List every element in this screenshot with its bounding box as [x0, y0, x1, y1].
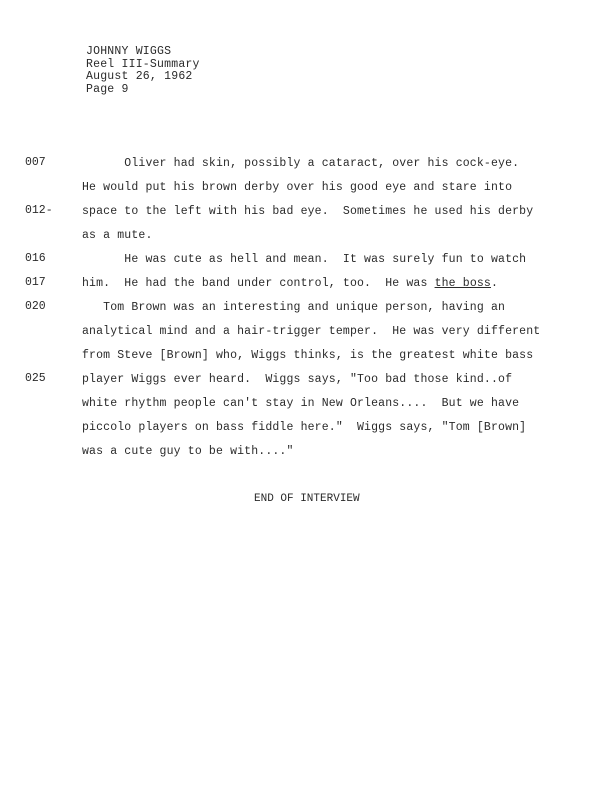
- header-name: JOHNNY WIGGS: [86, 45, 172, 58]
- text-line: as a mute.: [82, 229, 153, 242]
- text-line: piccolo players on bass fiddle here." Wiggs says, "Tom [Brown]: [82, 421, 527, 434]
- header-date: August 26, 1962: [86, 70, 193, 83]
- margin-number: 007: [25, 156, 46, 169]
- margin-number: 012-: [25, 204, 53, 217]
- text-segment: .: [490, 277, 499, 290]
- text-line: white rhythm people can't stay in New Orleans.... But we have: [82, 397, 520, 410]
- text-line: He would put his brown derby over his good eye and stare into: [82, 181, 513, 194]
- margin-number: 017: [25, 276, 46, 289]
- header-reel: Reel III-Summary: [86, 57, 200, 71]
- text-line: Tom Brown was an interesting and unique person, having an: [82, 301, 506, 314]
- margin-number: 025: [25, 372, 46, 385]
- text-segment: him. He had the band under control, too. He was: [82, 277, 435, 290]
- margin-number: 016: [25, 252, 46, 265]
- text-line: analytical mind and a hair-trigger temper. He was very different: [82, 325, 541, 338]
- text-line: Oliver had skin, possibly a cataract, over his cock-eye.: [82, 157, 520, 170]
- text-line: player Wiggs ever heard. Wiggs says, "Too bad those kind..of: [82, 373, 513, 386]
- margin-number: 020: [25, 300, 46, 313]
- header-page: Page 9: [86, 82, 129, 96]
- text-line: space to the left with his bad eye. Sometimes he used his derby: [82, 205, 534, 218]
- text-line: from Steve [Brown] who, Wiggs thinks, is the greatest white bass: [82, 349, 534, 362]
- text-line: [82, 277, 498, 291]
- underlined-phrase: the boss: [434, 277, 491, 290]
- end-of-interview: END OF INTERVIEW: [254, 493, 360, 505]
- text-line: He was cute as hell and mean. It was surely fun to watch: [82, 253, 527, 266]
- text-line: was a cute guy to be with....": [82, 445, 294, 458]
